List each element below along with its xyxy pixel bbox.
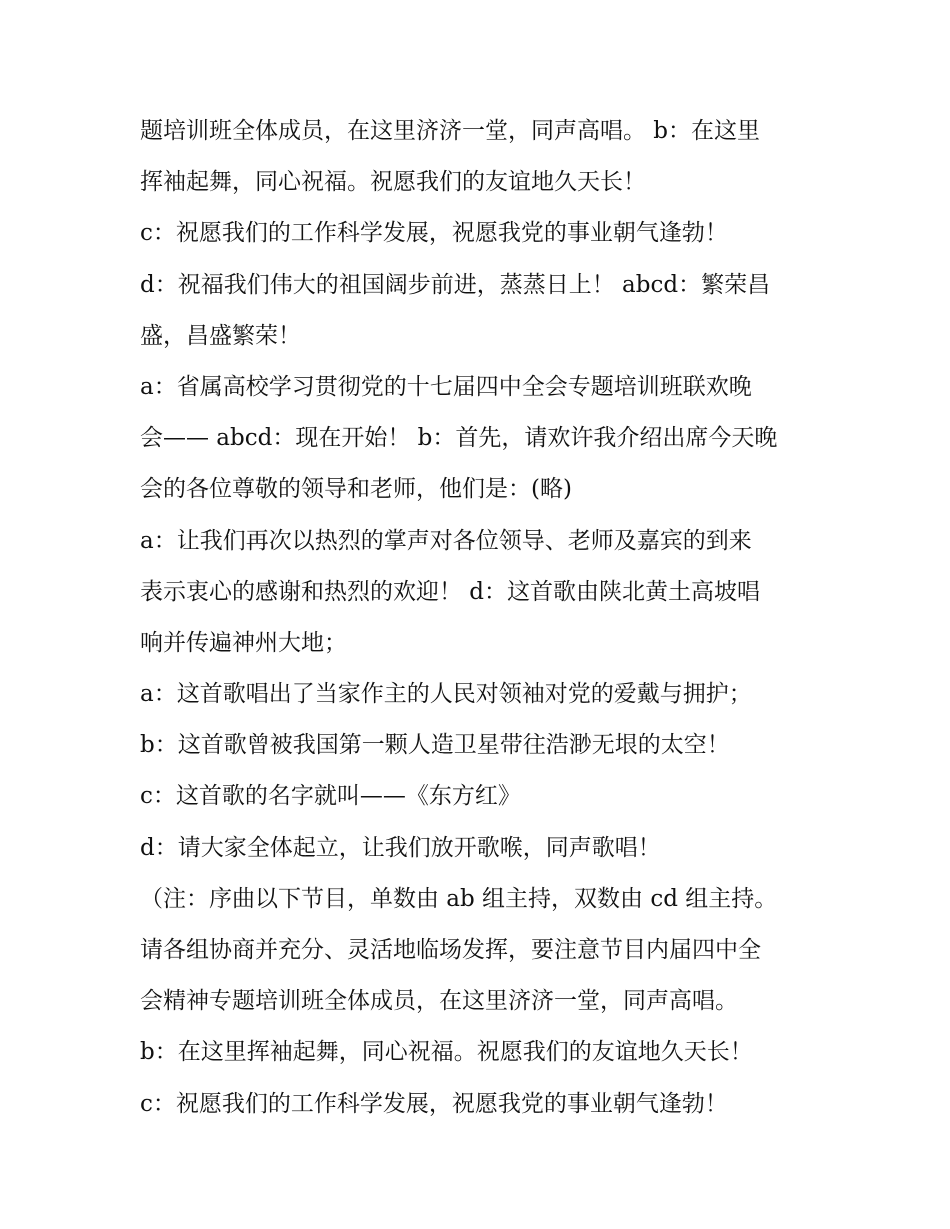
text-line-7: 会—— abcd：现在开始！ b：首先，请欢许我介绍出席今天晚: [140, 425, 778, 452]
text-line-12: a：这首歌唱出了当家作主的人民对领袖对党的爱戴与拥护；: [140, 681, 752, 708]
text-line-14: c：这首歌的名字就叫——《东方红》: [140, 783, 521, 810]
text-line-8: 会的各位尊敬的领导和老师，他们是：(略): [140, 476, 572, 503]
text-line-15: d：请大家全体起立，让我们放开歌喉，同声歌唱！: [140, 834, 661, 861]
text-line-9: a：让我们再次以热烈的掌声对各位领导、老师及嘉宾的到来: [140, 527, 752, 554]
text-line-11: 响并传遍神州大地；: [140, 629, 347, 656]
text-line-18: 会精神专题培训班全体成员，在这里济济一堂，同声高唱。: [140, 988, 738, 1015]
text-line-20: c：祝愿我们的工作科学发展，祝愿我党的事业朝气逢勃！: [140, 1090, 728, 1117]
text-line-16: （注：序曲以下节目，单数由 ab 组主持，双数由 cd 组主持。: [140, 885, 778, 912]
text-line-19: b：在这里挥袖起舞，同心祝福。祝愿我们的友谊地久天长！: [140, 1039, 753, 1066]
document-body: [140, 106, 820, 1130]
text-line-17: 请各组协商并充分、灵活地临场发挥，要注意节目内届四中全: [140, 937, 761, 963]
text-line-4: d：祝福我们伟大的祖国阔步前进，蒸蒸日上！ abcd：繁荣昌: [140, 271, 771, 298]
text-line-10: 表示衷心的感谢和热烈的欢迎！ d：这首歌由陕北黄土高坡唱: [140, 578, 761, 605]
text-line-3: c：祝愿我们的工作科学发展，祝愿我党的事业朝气逢勃！: [140, 220, 728, 247]
text-line-6: a：省属高校学习贯彻党的十七届四中全会专题培训班联欢晚: [140, 373, 752, 400]
text-line-5: 盛，昌盛繁荣！: [140, 322, 301, 349]
text-line-1: 题培训班全体成员，在这里济济一堂，同声高唱。 b：在这里: [140, 118, 761, 144]
text-line-13: b：这首歌曾被我国第一颗人造卫星带往浩渺无垠的太空！: [140, 732, 730, 759]
text-line-2: 挥袖起舞，同心祝福。祝愿我们的友谊地久天长！: [140, 169, 646, 196]
